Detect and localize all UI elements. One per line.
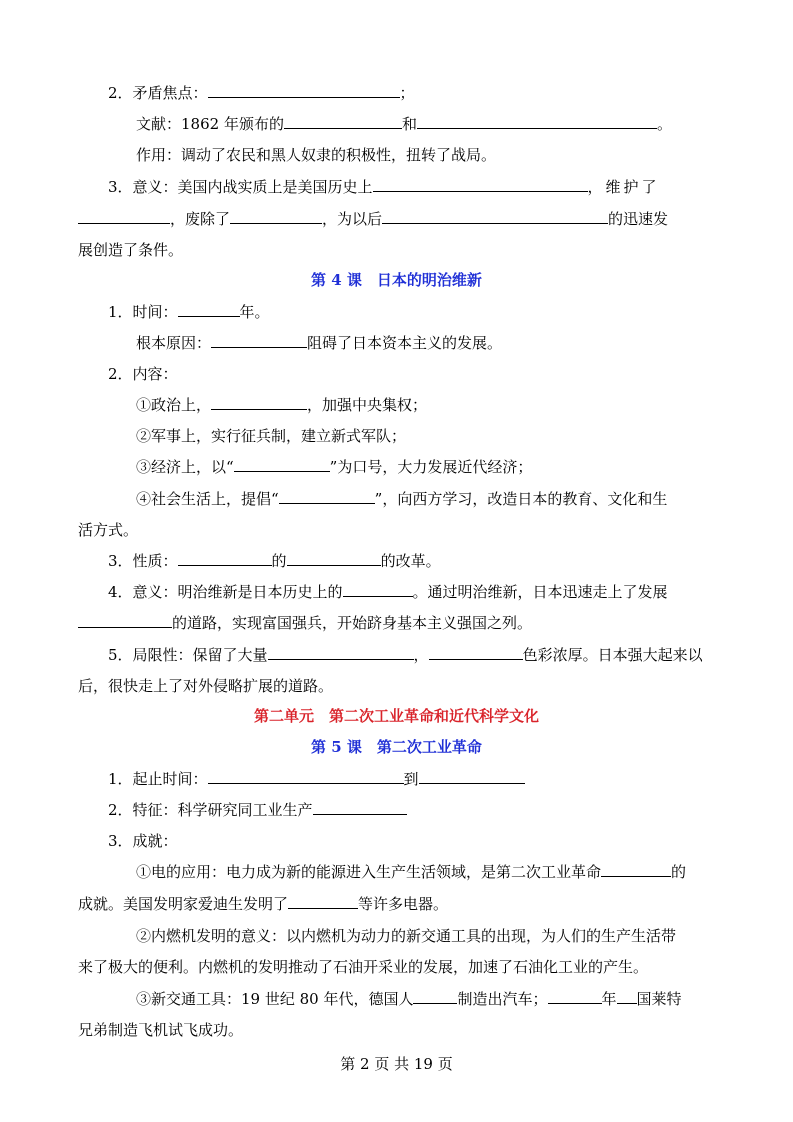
meiji-nature-blank-1[interactable] <box>178 551 272 566</box>
meiji-meaning-line <box>108 582 668 602</box>
meiji-time-label: 1．时间： <box>108 303 178 321</box>
meiji-time-suffix: 年。 <box>239 303 270 321</box>
industrial-feature-blank[interactable] <box>313 800 407 815</box>
meiji-c4-suffix: ”，向西方学习，改造日本的教育、文化和生 <box>374 490 668 508</box>
industrial-period-blank-1[interactable] <box>208 769 404 784</box>
document-line <box>136 114 672 134</box>
meiji-c1-suffix: ，加强中央集权； <box>307 396 428 414</box>
meiji-nature-blank-2[interactable] <box>287 551 381 566</box>
meiji-c3-blank[interactable] <box>234 457 330 472</box>
meiji-cause-suffix: 阻碍了日本资本主义的发展。 <box>307 334 503 352</box>
meiji-meaning-suffix: 。通过明治维新，日本迅速走上了发展 <box>412 583 668 601</box>
significance-blank-2[interactable] <box>78 209 170 224</box>
page-number: 第 2 页 共 19 页 <box>340 1055 453 1073</box>
achieve-3-line <box>136 989 682 1009</box>
achieve-1-prefix: ①电的应用：电力成为新的能源进入生产生活领域，是第二次工业革命 <box>136 863 602 881</box>
significance-line-3: 展创造了条件。 <box>78 241 184 259</box>
industrial-period-blank-2[interactable] <box>419 769 525 784</box>
achieve-3-blank-2[interactable] <box>548 989 602 1004</box>
industrial-feature-line <box>108 800 407 820</box>
meiji-nature-suffix: 的改革。 <box>380 552 441 570</box>
meiji-c1-blank[interactable] <box>211 395 307 410</box>
industrial-period-line <box>108 769 525 789</box>
meiji-meaning-cont-text: 的道路，实现富国强兵，开始跻身基本主义强国之列。 <box>172 614 533 632</box>
meiji-c1-prefix: ①政治上， <box>136 396 212 414</box>
meiji-nature-mid: 的 <box>271 552 287 570</box>
document-blank-1[interactable] <box>284 114 402 129</box>
meiji-time-line <box>108 302 270 322</box>
meiji-meaning-blank-2[interactable] <box>78 613 172 628</box>
document-label: 文献：1862 年颁布的 <box>136 115 284 133</box>
meiji-content-1 <box>136 395 427 415</box>
significance-blank-1[interactable] <box>373 177 588 192</box>
contradiction-line <box>108 83 415 103</box>
lesson-5-title: 第 5 课 第二次工业革命 <box>311 738 482 756</box>
achieve-1-blank-2[interactable] <box>288 894 358 909</box>
achieve-3-cont: 兄弟制造飞机试飞成功。 <box>78 1021 244 1039</box>
meiji-content-3 <box>136 457 532 477</box>
meiji-limit-blank-2[interactable] <box>429 645 523 660</box>
industrial-feature-label: 2．特征：科学研究同工业生产 <box>108 801 313 819</box>
meiji-content-label: 2．内容： <box>108 365 178 383</box>
achieve-3-suffix: 国莱特 <box>636 990 682 1008</box>
meiji-content-4 <box>136 489 667 509</box>
achieve-1-cont <box>78 894 448 914</box>
significance-text-1: 3．意义：美国内战实质上是美国历史上 <box>108 178 373 196</box>
significance-text-2: ，维护了 <box>587 178 660 196</box>
meiji-c3-prefix: ③经济上，以“ <box>136 458 234 476</box>
industrial-achieve-label: 3．成就： <box>108 832 178 850</box>
meiji-c3-suffix: ”为口号，大力发展近代经济； <box>329 458 533 476</box>
meiji-limit-line <box>108 645 703 665</box>
significance-text-5: 的迅速发 <box>608 210 669 228</box>
meiji-c4-blank[interactable] <box>279 489 375 504</box>
meiji-limit-mid: ， <box>413 646 429 664</box>
document-end: 。 <box>656 115 672 133</box>
contradiction-label: 2．矛盾焦点： <box>108 84 208 102</box>
meiji-time-blank[interactable] <box>178 302 240 317</box>
industrial-period-label: 1．起止时间： <box>108 770 208 788</box>
effect-line: 作用：调动了农民和黑人奴隶的积极性，扭转了战局。 <box>136 146 497 164</box>
industrial-period-mid: 到 <box>403 770 419 788</box>
significance-blank-3[interactable] <box>230 209 322 224</box>
achieve-1-blank-1[interactable] <box>601 862 671 877</box>
significance-blank-4[interactable] <box>382 209 608 224</box>
achieve-3-blank-3[interactable] <box>617 989 637 1004</box>
achieve-3-blank-1[interactable] <box>413 989 457 1004</box>
meiji-nature-line <box>108 551 441 571</box>
meiji-meaning-blank-1[interactable] <box>343 582 413 597</box>
achieve-2-cont: 来了极大的便利。内燃机的发明推动了石油开采业的发展，加速了石油化工业的产生。 <box>78 958 649 976</box>
meiji-limit-cont: 后，很快走上了对外侵略扩展的道路。 <box>78 677 334 695</box>
lesson-4-title: 第 4 课 日本的明治维新 <box>311 271 482 289</box>
contradiction-end: ； <box>399 84 415 102</box>
achieve-3-prefix: ③新交通工具：19 世纪 80 年代，德国人 <box>136 990 414 1008</box>
meiji-c4-prefix: ④社会生活上，提倡“ <box>136 490 279 508</box>
meiji-limit-suffix: 色彩浓厚。日本强大起来以 <box>522 646 703 664</box>
document-blank-2[interactable] <box>417 114 657 129</box>
meiji-meaning-prefix: 4．意义：明治维新是日本历史上的 <box>108 583 343 601</box>
achieve-1-suffix: 的 <box>671 863 687 881</box>
document-and: 和 <box>401 115 417 133</box>
significance-text-3: ，废除了 <box>170 210 231 228</box>
achieve-1-line <box>136 862 686 882</box>
unit-2-title: 第二单元 第二次工业革命和近代科学文化 <box>253 707 539 725</box>
meiji-meaning-cont <box>78 613 532 633</box>
achieve-2-line: ②内燃机发明的意义：以内燃机为动力的新交通工具的出现，为人们的生产生活带 <box>136 927 677 945</box>
meiji-content-2: ②军事上，实行征兵制，建立新式军队； <box>136 427 407 445</box>
meiji-cause-blank[interactable] <box>211 333 307 348</box>
achieve-1-cont-prefix: 成就。美国发明家爱迪生发明了 <box>78 895 289 913</box>
contradiction-blank[interactable] <box>208 83 400 98</box>
meiji-limit-blank-1[interactable] <box>268 645 414 660</box>
meiji-cause-line <box>136 333 502 353</box>
significance-text-4: ，为以后 <box>322 210 383 228</box>
meiji-nature-label: 3．性质： <box>108 552 178 570</box>
achieve-3-mid2: 年 <box>601 990 617 1008</box>
achieve-1-cont-suffix: 等许多电器。 <box>358 895 449 913</box>
significance-line <box>108 177 660 197</box>
meiji-content-4-cont: 活方式。 <box>78 521 139 539</box>
achieve-3-mid1: 制造出汽车； <box>457 990 548 1008</box>
meiji-limit-prefix: 5．局限性：保留了大量 <box>108 646 268 664</box>
meiji-cause-label: 根本原因： <box>136 334 212 352</box>
significance-line-2 <box>78 209 668 229</box>
